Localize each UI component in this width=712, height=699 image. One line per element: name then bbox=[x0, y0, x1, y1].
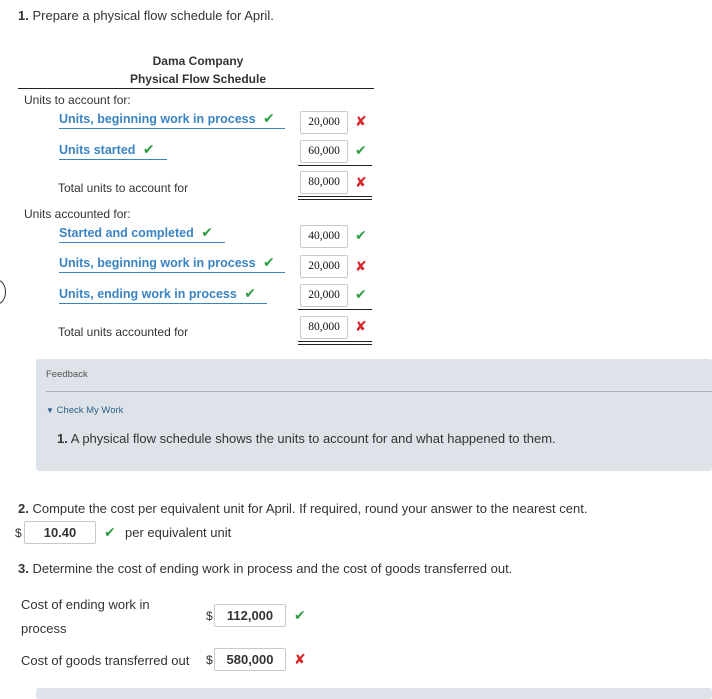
check-icon: ✔ bbox=[355, 286, 367, 302]
sum-rule bbox=[298, 165, 372, 166]
cost-per-unit-input[interactable]: 10.40 bbox=[24, 521, 96, 544]
triangle-down-icon: ▼ bbox=[46, 406, 54, 415]
currency-symbol: $ bbox=[15, 526, 22, 540]
question-number: 2. bbox=[18, 501, 29, 516]
x-icon: ✘ bbox=[355, 318, 367, 334]
check-icon: ✔ bbox=[263, 254, 275, 270]
schedule-title: Physical Flow Schedule bbox=[129, 72, 267, 86]
end-wip-input[interactable]: 20,000 bbox=[300, 284, 348, 307]
question-2 bbox=[18, 501, 587, 516]
company-name: Dama Company bbox=[152, 54, 244, 68]
double-rule-top bbox=[298, 196, 372, 197]
check-icon: ✔ bbox=[142, 141, 155, 157]
row-started-select[interactable] bbox=[59, 141, 167, 160]
units-to-account-label: Units to account for: bbox=[24, 93, 131, 107]
row-label: Units, ending work in process bbox=[59, 287, 237, 301]
check-icon: ✔ bbox=[355, 227, 367, 243]
ending-wip-label-line1: Cost of ending work in bbox=[21, 597, 150, 612]
double-rule-bottom bbox=[298, 199, 372, 200]
currency-symbol: $ bbox=[206, 653, 213, 667]
check-my-work-toggle[interactable] bbox=[46, 405, 123, 416]
currency-symbol: $ bbox=[206, 609, 213, 623]
check-icon: ✔ bbox=[355, 142, 367, 158]
question-text: Prepare a physical flow schedule for April. bbox=[32, 8, 274, 23]
question-1 bbox=[18, 8, 274, 23]
sum-rule bbox=[298, 309, 372, 310]
row-beg-wip-select[interactable] bbox=[59, 110, 285, 129]
row-beg-wip-2-select[interactable] bbox=[59, 254, 285, 273]
beg-wip-input[interactable]: 20,000 bbox=[300, 111, 348, 134]
feedback-number: 1. bbox=[57, 431, 68, 446]
ending-wip-input[interactable]: 112,000 bbox=[214, 604, 286, 627]
feedback-divider bbox=[46, 391, 712, 392]
question-3 bbox=[18, 561, 512, 576]
page-edge-circle bbox=[0, 279, 6, 305]
ending-wip-label-line2: process bbox=[21, 621, 67, 636]
check-icon: ✔ bbox=[244, 285, 257, 301]
transferred-out-input[interactable]: 580,000 bbox=[214, 648, 286, 671]
check-icon: ✔ bbox=[104, 524, 116, 540]
per-unit-suffix: per equivalent unit bbox=[125, 525, 232, 540]
row-end-wip-select[interactable] bbox=[59, 285, 267, 304]
row-label: Units, beginning work in process bbox=[59, 112, 256, 126]
feedback-panel bbox=[36, 359, 712, 471]
x-icon: ✘ bbox=[355, 174, 367, 190]
feedback-label: Feedback bbox=[46, 369, 88, 380]
started-input[interactable]: 60,000 bbox=[300, 140, 348, 163]
question-number: 3. bbox=[18, 561, 29, 576]
check-icon: ✔ bbox=[263, 110, 275, 126]
transferred-out-label: Cost of goods transferred out bbox=[21, 653, 190, 668]
row-started-completed-select[interactable] bbox=[59, 224, 225, 243]
total-to-account-label: Total units to account for bbox=[58, 181, 189, 195]
beg-wip-2-input[interactable]: 20,000 bbox=[300, 255, 348, 278]
double-rule-top bbox=[298, 341, 372, 342]
check-icon: ✔ bbox=[201, 224, 213, 240]
started-completed-input[interactable]: 40,000 bbox=[300, 225, 348, 248]
units-accounted-label: Units accounted for: bbox=[24, 207, 131, 221]
feedback-text bbox=[57, 431, 556, 446]
double-rule-bottom bbox=[298, 344, 372, 345]
question-text: Compute the cost per equivalent unit for April. If required, round your answer to the nearest cent. bbox=[32, 501, 588, 516]
row-label: Started and completed bbox=[59, 226, 194, 240]
check-my-work-label: Check My Work bbox=[56, 405, 124, 416]
x-icon: ✘ bbox=[355, 258, 367, 274]
question-number: 1. bbox=[18, 8, 29, 23]
row-label: Units started bbox=[59, 143, 136, 157]
check-icon: ✔ bbox=[294, 607, 306, 623]
header-rule bbox=[18, 88, 374, 89]
total-accounted-input[interactable]: 80,000 bbox=[300, 316, 348, 339]
question-text: Determine the cost of ending work in process and the cost of goods transferred out. bbox=[32, 561, 513, 576]
x-icon: ✘ bbox=[355, 113, 367, 129]
x-icon: ✘ bbox=[294, 651, 306, 667]
feedback-panel-next bbox=[36, 688, 712, 699]
total-to-account-input[interactable]: 80,000 bbox=[300, 171, 348, 194]
feedback-sentence: A physical flow schedule shows the units to account for and what happened to them. bbox=[70, 431, 556, 446]
row-label: Units, beginning work in process bbox=[59, 256, 256, 270]
total-accounted-label: Total units accounted for bbox=[58, 325, 189, 339]
